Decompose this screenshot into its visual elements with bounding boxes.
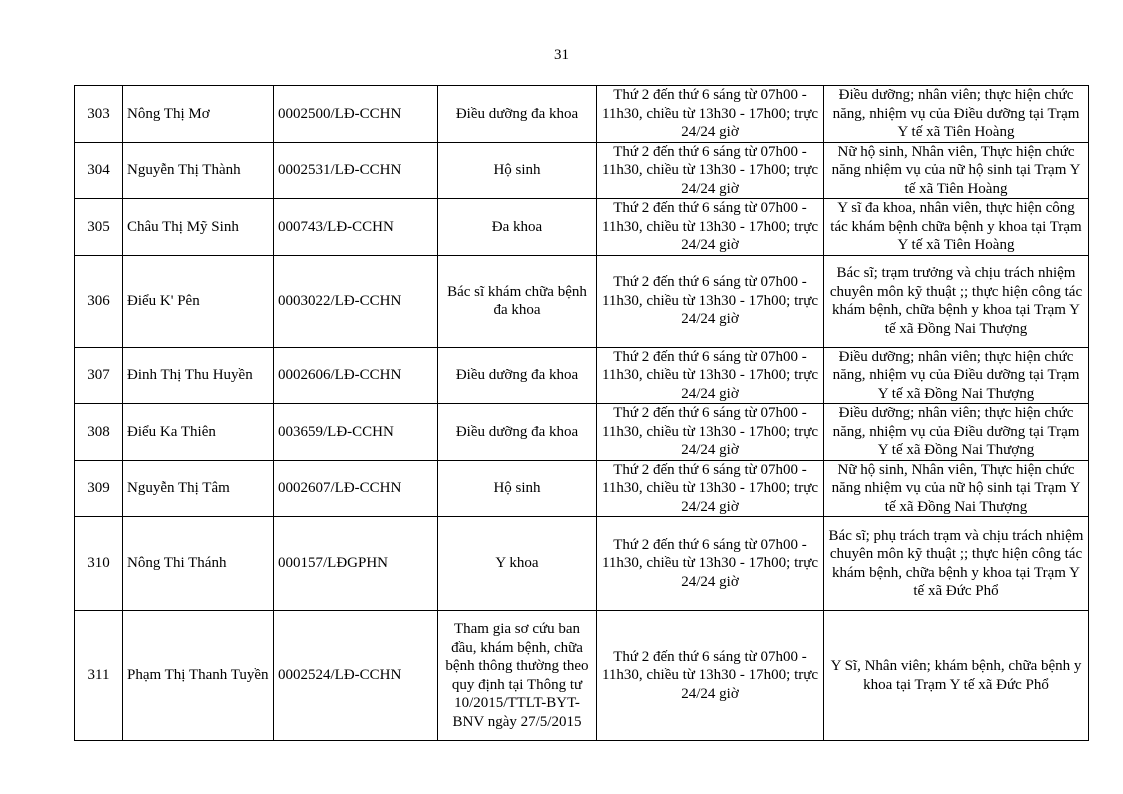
working-hours: Thứ 2 đến thứ 6 sáng từ 07h00 - 11h30, chiều từ 13h30 - 17h00; trực 24/24 giờ xyxy=(597,611,824,741)
job-role: Bác sĩ; trạm trưởng và chịu trách nhiệm chuyên môn kỹ thuật ;; thực hiện công tác khám bệnh, chữa bệnh y khoa tại Trạm Y tế xã Đồng Nai Thượng xyxy=(824,255,1089,347)
job-role: Điều dưỡng; nhân viên; thực hiện chức năng, nhiệm vụ của Điều dưỡng tại Trạm Y tế xã Đồng Nai Thượng xyxy=(824,404,1089,461)
working-hours: Thứ 2 đến thứ 6 sáng từ 07h00 - 11h30, chiều từ 13h30 - 17h00; trực 24/24 giờ xyxy=(597,142,824,199)
job-role: Y Sĩ, Nhân viên; khám bệnh, chữa bệnh y khoa tại Trạm Y tế xã Đức Phổ xyxy=(824,611,1089,741)
row-number: 308 xyxy=(75,404,123,461)
staff-name: Nguyễn Thị Tâm xyxy=(123,460,274,517)
practice-scope: Hộ sinh xyxy=(438,142,597,199)
row-number: 309 xyxy=(75,460,123,517)
practice-scope: Điều dưỡng đa khoa xyxy=(438,86,597,143)
working-hours: Thứ 2 đến thứ 6 sáng từ 07h00 - 11h30, chiều từ 13h30 - 17h00; trực 24/24 giờ xyxy=(597,86,824,143)
working-hours: Thứ 2 đến thứ 6 sáng từ 07h00 - 11h30, chiều từ 13h30 - 17h00; trực 24/24 giờ xyxy=(597,347,824,404)
working-hours: Thứ 2 đến thứ 6 sáng từ 07h00 - 11h30, chiều từ 13h30 - 17h00; trực 24/24 giờ xyxy=(597,199,824,256)
table-row xyxy=(75,347,1089,404)
practice-scope: Hộ sinh xyxy=(438,460,597,517)
table-row xyxy=(75,142,1089,199)
certificate-number: 0002607/LĐ-CCHN xyxy=(274,460,438,517)
staff-name: Nguyễn Thị Thành xyxy=(123,142,274,199)
staff-name: Nông Thị Mơ xyxy=(123,86,274,143)
table-row xyxy=(75,404,1089,461)
row-number: 307 xyxy=(75,347,123,404)
practice-scope: Điều dưỡng đa khoa xyxy=(438,404,597,461)
working-hours: Thứ 2 đến thứ 6 sáng từ 07h00 - 11h30, chiều từ 13h30 - 17h00; trực 24/24 giờ xyxy=(597,460,824,517)
staff-name: Điểu K' Pên xyxy=(123,255,274,347)
certificate-number: 0002531/LĐ-CCHN xyxy=(274,142,438,199)
job-role: Nữ hộ sinh, Nhân viên, Thực hiện chức năng nhiệm vụ của nữ hộ sinh tại Trạm Y tế xã Đồng Nai Thượng xyxy=(824,460,1089,517)
certificate-number: 000743/LĐ-CCHN xyxy=(274,199,438,256)
job-role: Nữ hộ sinh, Nhân viên, Thực hiện chức năng nhiệm vụ của nữ hộ sinh tại Trạm Y tế xã Tiên Hoàng xyxy=(824,142,1089,199)
row-number: 303 xyxy=(75,86,123,143)
certificate-number: 0002606/LĐ-CCHN xyxy=(274,347,438,404)
table-row xyxy=(75,199,1089,256)
table-row xyxy=(75,517,1089,611)
table-row xyxy=(75,460,1089,517)
staff-registry-table xyxy=(74,85,1089,741)
working-hours: Thứ 2 đến thứ 6 sáng từ 07h00 - 11h30, chiều từ 13h30 - 17h00; trực 24/24 giờ xyxy=(597,404,824,461)
job-role: Y sĩ đa khoa, nhân viên, thực hiện công tác khám bệnh chữa bệnh y khoa tại Trạm Y tế xã Tiên Hoàng xyxy=(824,199,1089,256)
job-role: Điều dưỡng; nhân viên; thực hiện chức năng, nhiệm vụ của Điều dưỡng tại Trạm Y tế xã Đồng Nai Thượng xyxy=(824,347,1089,404)
practice-scope: Bác sĩ khám chữa bệnh đa khoa xyxy=(438,255,597,347)
practice-scope: Điều dưỡng đa khoa xyxy=(438,347,597,404)
working-hours: Thứ 2 đến thứ 6 sáng từ 07h00 - 11h30, chiều từ 13h30 - 17h00; trực 24/24 giờ xyxy=(597,517,824,611)
table-row xyxy=(75,255,1089,347)
job-role: Điều dưỡng; nhân viên; thực hiện chức năng, nhiệm vụ của Điều dưỡng tại Trạm Y tế xã Tiên Hoàng xyxy=(824,86,1089,143)
staff-name: Phạm Thị Thanh Tuyền xyxy=(123,611,274,741)
staff-name: Điểu Ka Thiên xyxy=(123,404,274,461)
practice-scope: Đa khoa xyxy=(438,199,597,256)
row-number: 304 xyxy=(75,142,123,199)
practice-scope: Y khoa xyxy=(438,517,597,611)
certificate-number: 0002524/LĐ-CCHN xyxy=(274,611,438,741)
certificate-number: 003659/LĐ-CCHN xyxy=(274,404,438,461)
working-hours: Thứ 2 đến thứ 6 sáng từ 07h00 - 11h30, chiều từ 13h30 - 17h00; trực 24/24 giờ xyxy=(597,255,824,347)
row-number: 311 xyxy=(75,611,123,741)
page-number: 31 xyxy=(554,47,569,63)
staff-name: Nông Thi Thánh xyxy=(123,517,274,611)
certificate-number: 000157/LĐGPHN xyxy=(274,517,438,611)
staff-name: Đinh Thị Thu Huyền xyxy=(123,347,274,404)
certificate-number: 0003022/LĐ-CCHN xyxy=(274,255,438,347)
row-number: 305 xyxy=(75,199,123,256)
row-number: 306 xyxy=(75,255,123,347)
practice-scope: Tham gia sơ cứu ban đầu, khám bệnh, chữa bệnh thông thường theo quy định tại Thông tư 10/2015/TTLT-BYT-BNV ngày 27/5/2015 xyxy=(438,611,597,741)
job-role: Bác sĩ; phụ trách trạm và chịu trách nhiệm chuyên môn kỹ thuật ;; thực hiện công tác khám bệnh, chữa bệnh y khoa tại Trạm Y tế xã Đức Phổ xyxy=(824,517,1089,611)
table-row xyxy=(75,86,1089,143)
table-row xyxy=(75,611,1089,741)
certificate-number: 0002500/LĐ-CCHN xyxy=(274,86,438,143)
row-number: 310 xyxy=(75,517,123,611)
staff-name: Châu Thị Mỹ Sinh xyxy=(123,199,274,256)
